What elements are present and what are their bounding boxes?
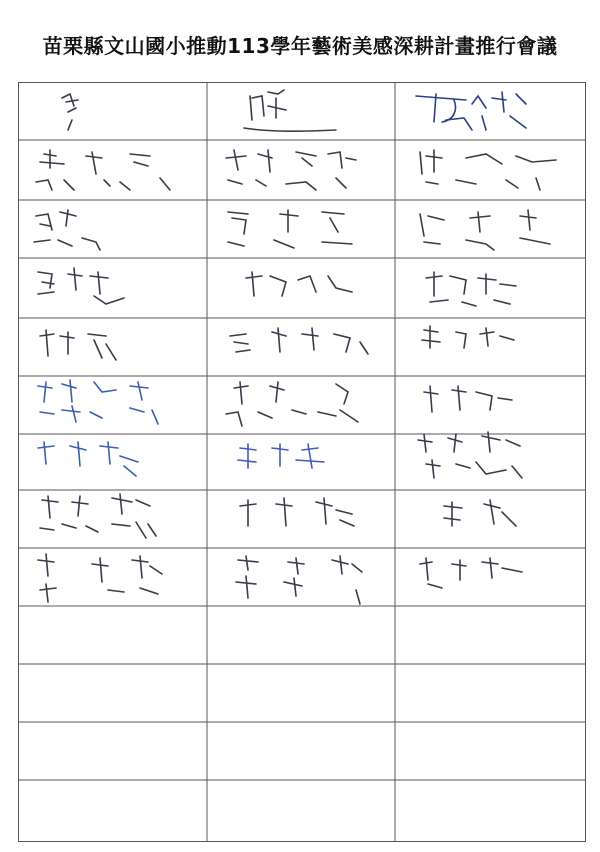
- signature-r7-c2: [232, 438, 362, 486]
- signature-r9-c1: [32, 550, 182, 604]
- signature-r3-c3: [410, 204, 580, 254]
- signature-r8-c1: [32, 492, 172, 544]
- signature-r9-c2: [228, 552, 378, 606]
- signature-r3-c2: [218, 204, 368, 254]
- signature-r2-c3: [406, 144, 582, 196]
- document-title: 苗栗縣文山國小推動113學年藝術美感深耕計畫推行會議: [42, 34, 558, 58]
- signature-r8-c2: [232, 492, 382, 542]
- signature-r3-c1: [30, 206, 140, 254]
- signature-r8-c3: [438, 496, 538, 540]
- signature-r7-c3: [410, 430, 540, 486]
- signature-r1-c2: [238, 88, 378, 136]
- signature-r1-c1: [48, 90, 138, 136]
- signature-r4-c2: [238, 266, 368, 312]
- signature-r7-c1: [32, 436, 162, 486]
- signature-r4-c1: [32, 264, 142, 314]
- signature-r5-c1: [32, 324, 142, 372]
- signature-r2-c1: [30, 146, 200, 196]
- signature-r6-c1: [32, 378, 192, 432]
- sign-in-table: [18, 82, 586, 842]
- signature-r9-c3: [412, 554, 542, 598]
- signature-r6-c2: [218, 378, 378, 432]
- signature-r6-c3: [416, 382, 526, 426]
- signature-r2-c2: [216, 144, 386, 196]
- signature-r5-c3: [416, 322, 536, 362]
- signature-r5-c2: [222, 322, 382, 374]
- signature-r4-c3: [420, 268, 540, 312]
- signature-r1-c3: [406, 86, 576, 136]
